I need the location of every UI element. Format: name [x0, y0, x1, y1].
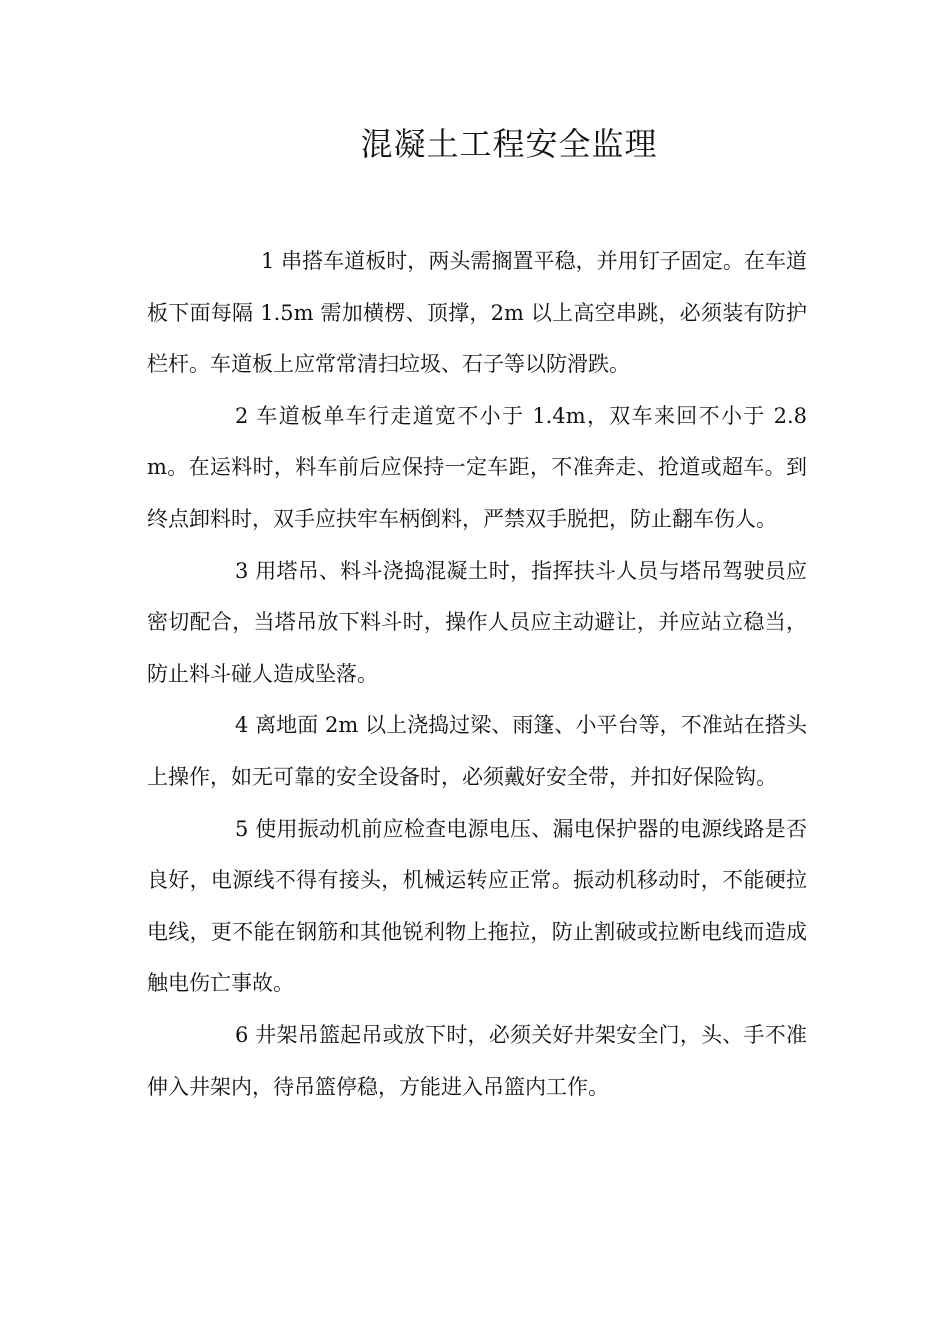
paragraph-6: 6 井架吊篮起吊或放下时，必须关好井架安全门，头、手不准伸入井架内，待吊篮停稳，方能进入吊篮内工作。 [147, 1022, 807, 1099]
paragraph-5: 5 使用振动机前应检查电源电压、漏电保护器的电源线路是否良好，电源线不得有接头，机械运转应正常。振动机移动时，不能硬拉电线，更不能在钢筋和其他锐利物上拖拉，防止割破或拉断电线而造成触电伤亡事故。 [147, 816, 807, 996]
paragraph-1: 1 串搭车道板时，两头需搁置平稳，并用钉子固定。在车道板下面每隔 1.5m 需加横楞、顶撑，2m 以上高空串跳，必须装有防护栏杆。车道板上应常常清扫垃圾、石子等以防滑跌。 [147, 249, 807, 377]
paragraph-4: 4 离地面 2m 以上浇捣过梁、雨篷、小平台等，不准站在搭头上操作，如无可靠的安全设备时，必须戴好安全带，并扣好保险钩。 [147, 713, 807, 789]
paragraph-3: 3 用塔吊、料斗浇捣混凝土时，指挥扶斗人员与塔吊驾驶员应密切配合，当塔吊放下料斗时，操作人员应主动避让，并应站立稳当，防止料斗碰人造成坠落。 [147, 558, 807, 686]
document-title: 混凝土工程安全监理 [360, 125, 658, 163]
paragraph-2: 2 车道板单车行走道宽不小于 1.4m，双车来回不小于 2.8m。在运料时，料车前后应保持一定车距，不准奔走、抢道或超车。到终点卸料时，双手应扶牢车柄倒料，严禁双手脱把，防止翻车伤人。 [147, 403, 807, 531]
document-body [147, 236, 807, 1113]
